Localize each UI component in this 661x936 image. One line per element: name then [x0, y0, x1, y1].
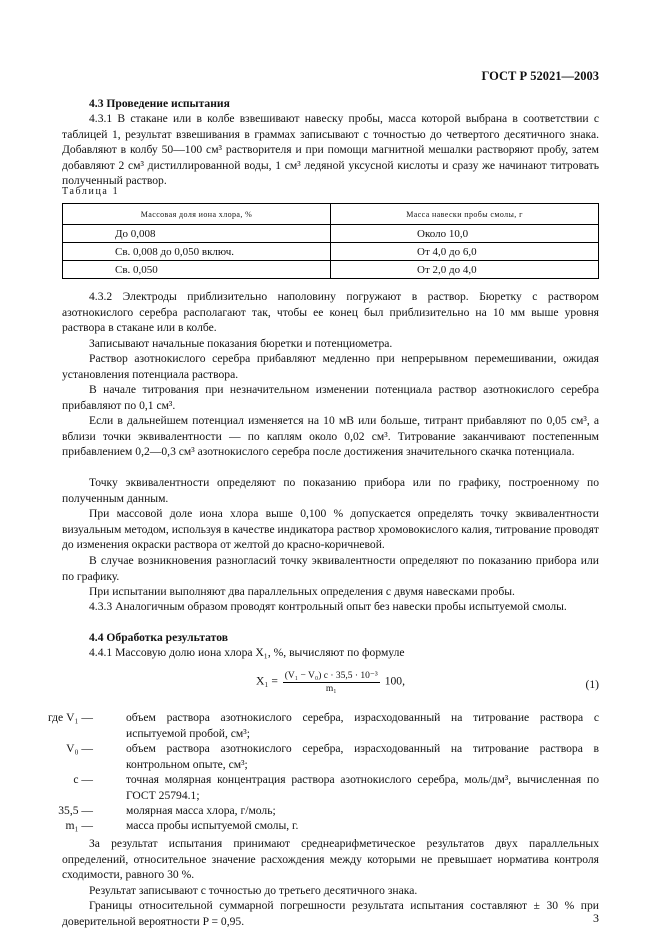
- table-header-row: [63, 204, 599, 225]
- equation-number: (1): [585, 678, 599, 691]
- page-number: 3: [593, 911, 599, 925]
- paragraph: Если в дальнейшем потенциал изменяется на 10 мВ или больше, титрант прибавляют по 0,05 см³, а вблизи точки эквивалентности — по каплям около 0,02 см³. Титрование заканчивают постепенным прибавлением 0,2—0,3 см³ азотнокислого серебра после достижения значительного скачка потенциала.: [62, 414, 599, 459]
- legend-desc: молярная масса хлора, г/моль;: [126, 804, 276, 817]
- paragraph: В начале титрования при незначительном изменении потенциала раствор азотнокислого серебра прибавляют по 0,1 см³.: [62, 383, 599, 412]
- paragraph-4-3-2: 4.3.2 Электроды приблизительно наполовину погружают в раствор. Бюретку с раствором азотнокислого серебра располагают так, чтобы ее конец был приблизительно на 10 мм выше уровня раствора в стакане или в колбе.: [62, 290, 599, 335]
- legend-term: c —: [73, 773, 93, 786]
- table-cell: От 4,0 до 6,0: [331, 243, 599, 261]
- paragraph: Границы относительной суммарной погрешности результата испытания составляют ± 30 % при доверительной вероятности P = 0,95.: [62, 899, 599, 928]
- paragraph: При испытании выполняют два параллельных определения с двумя навесками пробы.: [89, 585, 515, 598]
- table-header-cell: Масса навески пробы смолы, г: [331, 204, 599, 225]
- legend-term: 35,5 —: [58, 804, 93, 817]
- formula-denominator: m₁: [325, 684, 337, 694]
- section-4-3-heading: 4.3 Проведение испытания: [89, 97, 230, 110]
- table-1: [62, 203, 599, 279]
- table-cell: Около 10,0: [331, 225, 599, 243]
- table-row: [63, 225, 599, 243]
- formula-numerator: (V₁ − V₀) c · 35,5 · 10⁻³: [284, 671, 378, 681]
- table-cell: Св. 0,008 до 0,050 включ.: [63, 243, 331, 261]
- formula-lhs: X₁ =: [256, 674, 278, 688]
- formula-factor: 100,: [384, 674, 405, 688]
- legend-desc: объем раствора азотнокислого серебра, израсходованный на титрование раствора в контрольном опыте, см³;: [126, 742, 599, 771]
- formula-1: [256, 670, 405, 694]
- table-cell: От 2,0 до 4,0: [331, 261, 599, 279]
- legend: [0, 710, 661, 840]
- table-cell: Св. 0,050: [63, 261, 331, 279]
- table-header-cell: Массовая доля иона хлора, %: [63, 204, 331, 225]
- section-4-4-heading: 4.4 Обработка результатов: [89, 631, 228, 644]
- standard-header: ГОСТ Р 52021—2003: [481, 69, 599, 83]
- paragraph: Результат записывают с точностью до третьего десятичного знака.: [89, 884, 418, 897]
- legend-term: V₀ —: [66, 742, 93, 755]
- paragraph-4-3-3: 4.3.3 Аналогичным образом проводят контрольный опыт без навески пробы испытуемой смолы.: [89, 600, 567, 613]
- table-row: [63, 261, 599, 279]
- paragraph: За результат испытания принимают среднеарифметическое результатов двух параллельных определений, относительное значение расхождения между которыми не превышает норматива контроля сходимости, равного 30 %.: [62, 837, 599, 882]
- formula-fraction: [283, 670, 380, 694]
- paragraph-4-3-1: 4.3.1 В стакане или в колбе взвешивают навеску пробы, масса которой выбрана в соответствии с таблицей 1, результат взвешивания в граммах записывают с точностью до четвертого десятичного знака. Добавляют в колбу 50—100 см³ растворителя и при помощи магнитной мешалки растворяют пробу, затем добавляют 2 см³ дистиллированной воды, 1 см³ ледяной уксусной кислоты и сразу же начинают титровать полученный раствор.: [62, 112, 599, 188]
- paragraph: В случае возникновения разногласий точку эквивалентности определяют по показанию прибора или по графику.: [62, 554, 599, 583]
- paragraph: Точку эквивалентности определяют по показанию прибора или по графику, построенному по полученным данным.: [62, 476, 599, 505]
- table-label: Таблица 1: [62, 186, 120, 197]
- table-row: [63, 243, 599, 261]
- table-cell: До 0,008: [63, 225, 331, 243]
- legend-desc: точная молярная концентрация раствора азотнокислого серебра, моль/дм³, вычисленная по ГОСТ 25794.1;: [126, 773, 599, 802]
- legend-term: где V₁ —: [47, 711, 93, 724]
- paragraph-4-4-1: 4.4.1 Массовую долю иона хлора X₁, %, вычисляют по формуле: [89, 646, 405, 659]
- legend-term: m₁ —: [65, 819, 93, 832]
- legend-desc: объем раствора азотнокислого серебра, израсходованный на титрование раствора с испытуемой пробой, см³;: [126, 711, 599, 740]
- legend-desc: масса пробы испытуемой смолы, г.: [126, 819, 299, 832]
- paragraph: Раствор азотнокислого серебра прибавляют медленно при непрерывном перемешивании, ожидая установления потенциала раствора.: [62, 352, 599, 381]
- paragraph: Записывают начальные показания бюретки и потенциометра.: [89, 337, 393, 350]
- paragraph: При массовой доле иона хлора выше 0,100 % допускается определять точку эквивалентности визуальным методом, используя в качестве индикатора раствор хромовокислого калия, титрование проводят до изменения окраски раствора от желтой до красно-коричневой.: [62, 507, 599, 552]
